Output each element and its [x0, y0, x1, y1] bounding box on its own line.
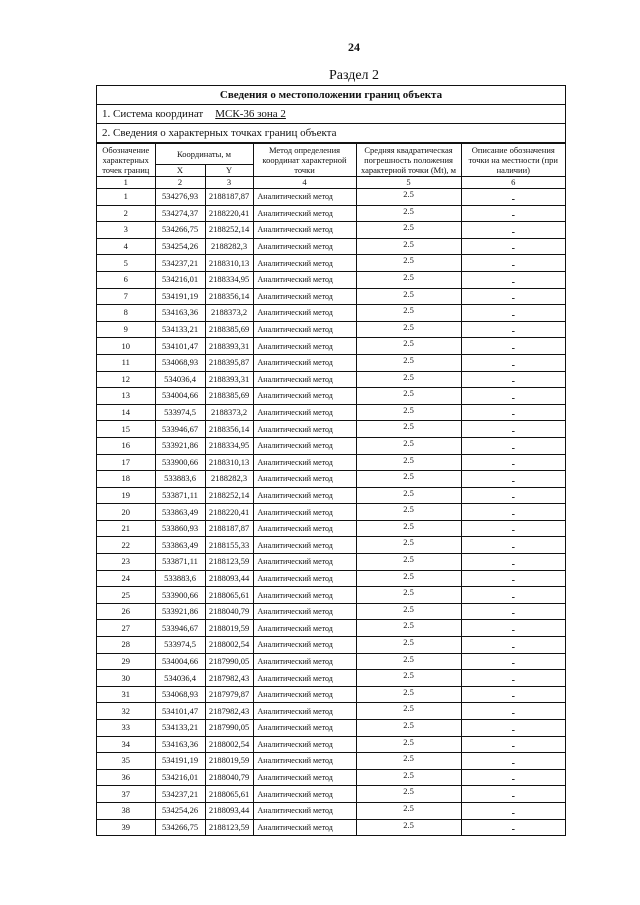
method-cell: Аналитический метод — [253, 686, 356, 703]
method-cell: Аналитический метод — [253, 720, 356, 737]
description-cell: - — [461, 205, 565, 222]
accuracy-cell: 2.5 — [356, 537, 461, 554]
description-cell: - — [461, 736, 565, 753]
coordinate-x: 534163,36 — [155, 305, 205, 322]
method-cell: Аналитический метод — [253, 603, 356, 620]
table-row — [97, 736, 565, 753]
coordinate-x: 534191,19 — [155, 288, 205, 305]
description-cell: - — [461, 238, 565, 255]
description-cell: - — [461, 222, 565, 239]
table-row — [97, 603, 565, 620]
coordinate-x: 534133,21 — [155, 720, 205, 737]
point-number: 32 — [97, 703, 155, 720]
description-cell: - — [461, 570, 565, 587]
description-cell: - — [461, 554, 565, 571]
coordinate-y: 2188356,14 — [205, 288, 253, 305]
point-number: 8 — [97, 305, 155, 322]
accuracy-cell: 2.5 — [356, 205, 461, 222]
coordinate-y: 2188187,87 — [205, 189, 253, 206]
accuracy-cell: 2.5 — [356, 736, 461, 753]
description-cell: - — [461, 388, 565, 405]
accuracy-cell: 2.5 — [356, 487, 461, 504]
method-cell: Аналитический метод — [253, 570, 356, 587]
accuracy-cell: 2.5 — [356, 371, 461, 388]
coordinate-y: 2188155,33 — [205, 537, 253, 554]
point-number: 13 — [97, 388, 155, 405]
method-cell: Аналитический метод — [253, 338, 356, 355]
coordinate-y: 2187982,43 — [205, 703, 253, 720]
coordinate-x: 534163,36 — [155, 736, 205, 753]
accuracy-cell: 2.5 — [356, 554, 461, 571]
coordinate-x: 533900,66 — [155, 454, 205, 471]
accuracy-cell: 2.5 — [356, 222, 461, 239]
table-row — [97, 271, 565, 288]
coordinate-y: 2188373,2 — [205, 305, 253, 322]
coordinate-x: 533883,6 — [155, 570, 205, 587]
point-number: 16 — [97, 437, 155, 454]
description-cell: - — [461, 487, 565, 504]
method-cell: Аналитический метод — [253, 520, 356, 537]
column-number: 6 — [461, 177, 565, 189]
table-row — [97, 222, 565, 239]
column-number: 4 — [253, 177, 356, 189]
method-cell: Аналитический метод — [253, 388, 356, 405]
method-cell: Аналитический метод — [253, 504, 356, 521]
method-cell: Аналитический метод — [253, 437, 356, 454]
coordinate-x: 533921,86 — [155, 437, 205, 454]
coordinate-x: 534216,01 — [155, 271, 205, 288]
description-cell: - — [461, 271, 565, 288]
description-cell: - — [461, 686, 565, 703]
description-cell: - — [461, 753, 565, 770]
coordinate-x: 534216,01 — [155, 769, 205, 786]
coordinate-x: 533900,66 — [155, 587, 205, 604]
description-cell: - — [461, 288, 565, 305]
accuracy-cell: 2.5 — [356, 454, 461, 471]
description-cell: - — [461, 587, 565, 604]
description-cell: - — [461, 720, 565, 737]
coordinate-x: 534254,26 — [155, 802, 205, 819]
coordinate-y: 2188310,13 — [205, 454, 253, 471]
point-number: 3 — [97, 222, 155, 239]
coordinate-y: 2188395,87 — [205, 354, 253, 371]
description-cell: - — [461, 819, 565, 836]
point-number: 21 — [97, 520, 155, 537]
description-cell: - — [461, 321, 565, 338]
coordinate-x: 534101,47 — [155, 338, 205, 355]
description-cell: - — [461, 437, 565, 454]
accuracy-cell: 2.5 — [356, 753, 461, 770]
header-x: X — [155, 165, 205, 177]
coordinate-y: 2188065,61 — [205, 786, 253, 803]
coordinate-y: 2188002,54 — [205, 637, 253, 654]
coordinate-y: 2188310,13 — [205, 255, 253, 272]
method-cell: Аналитический метод — [253, 819, 356, 836]
coordinate-x: 533946,67 — [155, 620, 205, 637]
point-number: 22 — [97, 537, 155, 554]
coordinate-y: 2188019,59 — [205, 753, 253, 770]
coordinate-y: 2188282,3 — [205, 471, 253, 488]
point-number: 2 — [97, 205, 155, 222]
coordinate-x: 534036,4 — [155, 371, 205, 388]
accuracy-cell: 2.5 — [356, 603, 461, 620]
accuracy-cell: 2.5 — [356, 520, 461, 537]
table-row — [97, 338, 565, 355]
coordinate-y: 2188220,41 — [205, 205, 253, 222]
point-number: 26 — [97, 603, 155, 620]
accuracy-cell: 2.5 — [356, 802, 461, 819]
coordinate-y: 2188123,59 — [205, 554, 253, 571]
column-number: 1 — [97, 177, 155, 189]
description-cell: - — [461, 371, 565, 388]
accuracy-cell: 2.5 — [356, 271, 461, 288]
point-number: 15 — [97, 421, 155, 438]
method-cell: Аналитический метод — [253, 537, 356, 554]
header-method: Метод определения координат характерной точки — [253, 144, 356, 177]
coordinate-x: 533871,11 — [155, 487, 205, 504]
points-section-label: 2. Сведения о характерных точках границ объекта — [97, 124, 565, 143]
method-cell: Аналитический метод — [253, 354, 356, 371]
coordinate-y: 2187982,43 — [205, 670, 253, 687]
table-row — [97, 189, 565, 206]
column-number-row — [97, 177, 565, 189]
method-cell: Аналитический метод — [253, 554, 356, 571]
accuracy-cell: 2.5 — [356, 670, 461, 687]
accuracy-cell: 2.5 — [356, 305, 461, 322]
point-number: 1 — [97, 189, 155, 206]
coordinate-y: 2188040,79 — [205, 769, 253, 786]
table-row — [97, 686, 565, 703]
description-cell: - — [461, 603, 565, 620]
description-cell: - — [461, 454, 565, 471]
point-number: 29 — [97, 653, 155, 670]
accuracy-cell: 2.5 — [356, 388, 461, 405]
points-table-body — [97, 189, 565, 836]
coordinate-y: 2188282,3 — [205, 238, 253, 255]
description-cell: - — [461, 537, 565, 554]
table-row — [97, 504, 565, 521]
point-number: 4 — [97, 238, 155, 255]
coordinate-y: 2188373,2 — [205, 404, 253, 421]
method-cell: Аналитический метод — [253, 255, 356, 272]
description-cell: - — [461, 520, 565, 537]
method-cell: Аналитический метод — [253, 670, 356, 687]
accuracy-cell: 2.5 — [356, 720, 461, 737]
method-cell: Аналитический метод — [253, 786, 356, 803]
coordinate-y: 2187990,05 — [205, 653, 253, 670]
point-number: 14 — [97, 404, 155, 421]
table-row — [97, 670, 565, 687]
boundary-table-frame — [96, 85, 566, 836]
coordinate-x: 534004,66 — [155, 653, 205, 670]
description-cell: - — [461, 620, 565, 637]
coordinate-x: 533946,67 — [155, 421, 205, 438]
table-row — [97, 653, 565, 670]
point-number: 9 — [97, 321, 155, 338]
coordinate-x: 533974,5 — [155, 637, 205, 654]
point-number: 25 — [97, 587, 155, 604]
point-number: 17 — [97, 454, 155, 471]
coordinate-y: 2188252,14 — [205, 222, 253, 239]
coordinate-x: 534133,21 — [155, 321, 205, 338]
method-cell: Аналитический метод — [253, 769, 356, 786]
table-row — [97, 388, 565, 405]
coordinate-x: 534036,4 — [155, 670, 205, 687]
coordinate-y: 2188019,59 — [205, 620, 253, 637]
table-row — [97, 238, 565, 255]
table-row — [97, 769, 565, 786]
table-row — [97, 437, 565, 454]
coordinate-y: 2188093,44 — [205, 570, 253, 587]
points-table-header — [97, 144, 565, 189]
points-table — [97, 143, 565, 836]
coordinate-x: 534101,47 — [155, 703, 205, 720]
point-number: 23 — [97, 554, 155, 571]
description-cell: - — [461, 305, 565, 322]
table-row — [97, 703, 565, 720]
accuracy-cell: 2.5 — [356, 637, 461, 654]
coordinate-x: 534068,93 — [155, 686, 205, 703]
point-number: 6 — [97, 271, 155, 288]
accuracy-cell: 2.5 — [356, 587, 461, 604]
point-number: 39 — [97, 819, 155, 836]
column-number: 5 — [356, 177, 461, 189]
accuracy-cell: 2.5 — [356, 819, 461, 836]
method-cell: Аналитический метод — [253, 454, 356, 471]
header-accuracy: Средняя квадратическая погрешность положения характерной точки (Mt), м — [356, 144, 461, 177]
point-number: 36 — [97, 769, 155, 786]
table-row — [97, 205, 565, 222]
coordinate-x: 533871,11 — [155, 554, 205, 571]
coordinate-y: 2188065,61 — [205, 587, 253, 604]
method-cell: Аналитический метод — [253, 305, 356, 322]
method-cell: Аналитический метод — [253, 421, 356, 438]
table-row — [97, 471, 565, 488]
description-cell: - — [461, 670, 565, 687]
coordinate-x: 534237,21 — [155, 786, 205, 803]
table-row — [97, 620, 565, 637]
description-cell: - — [461, 255, 565, 272]
method-cell: Аналитический метод — [253, 703, 356, 720]
coordinate-system-value: МСК-36 зона 2 — [215, 108, 286, 120]
coordinate-y: 2188334,95 — [205, 271, 253, 288]
accuracy-cell: 2.5 — [356, 404, 461, 421]
point-number: 35 — [97, 753, 155, 770]
coordinate-x: 534254,26 — [155, 238, 205, 255]
accuracy-cell: 2.5 — [356, 255, 461, 272]
accuracy-cell: 2.5 — [356, 620, 461, 637]
accuracy-cell: 2.5 — [356, 686, 461, 703]
method-cell: Аналитический метод — [253, 321, 356, 338]
point-number: 33 — [97, 720, 155, 737]
point-number: 31 — [97, 686, 155, 703]
table-row — [97, 288, 565, 305]
accuracy-cell: 2.5 — [356, 570, 461, 587]
description-cell: - — [461, 404, 565, 421]
coordinate-y: 2187990,05 — [205, 720, 253, 737]
accuracy-cell: 2.5 — [356, 769, 461, 786]
accuracy-cell: 2.5 — [356, 703, 461, 720]
accuracy-cell: 2.5 — [356, 504, 461, 521]
table-row — [97, 354, 565, 371]
accuracy-cell: 2.5 — [356, 653, 461, 670]
header-description: Описание обозначения точки на местности (при наличии) — [461, 144, 565, 177]
coordinate-x: 533974,5 — [155, 404, 205, 421]
table-row — [97, 720, 565, 737]
point-number: 7 — [97, 288, 155, 305]
coordinate-y: 2187979,87 — [205, 686, 253, 703]
coordinate-x: 534276,93 — [155, 189, 205, 206]
table-main-title: Сведения о местоположении границ объекта — [97, 86, 565, 105]
accuracy-cell: 2.5 — [356, 288, 461, 305]
page-number: 24 — [348, 40, 360, 54]
point-number: 18 — [97, 471, 155, 488]
method-cell: Аналитический метод — [253, 238, 356, 255]
method-cell: Аналитический метод — [253, 471, 356, 488]
method-cell: Аналитический метод — [253, 753, 356, 770]
coordinate-x: 533863,49 — [155, 504, 205, 521]
accuracy-cell: 2.5 — [356, 354, 461, 371]
coordinate-x: 534068,93 — [155, 354, 205, 371]
section-title: Раздел 2 — [328, 68, 380, 83]
point-number: 5 — [97, 255, 155, 272]
description-cell: - — [461, 769, 565, 786]
coordinate-x: 534004,66 — [155, 388, 205, 405]
point-number: 10 — [97, 338, 155, 355]
point-number: 11 — [97, 354, 155, 371]
header-coordinates: Координаты, м — [155, 144, 253, 165]
coordinate-y: 2188356,14 — [205, 421, 253, 438]
coordinate-y: 2188334,95 — [205, 437, 253, 454]
accuracy-cell: 2.5 — [356, 338, 461, 355]
accuracy-cell: 2.5 — [356, 471, 461, 488]
coordinate-y: 2188393,31 — [205, 338, 253, 355]
coordinate-x: 534266,75 — [155, 222, 205, 239]
table-row — [97, 637, 565, 654]
accuracy-cell: 2.5 — [356, 189, 461, 206]
coordinate-x: 533883,6 — [155, 471, 205, 488]
coordinate-y: 2188252,14 — [205, 487, 253, 504]
description-cell: - — [461, 802, 565, 819]
accuracy-cell: 2.5 — [356, 421, 461, 438]
table-row — [97, 404, 565, 421]
description-cell: - — [461, 637, 565, 654]
description-cell: - — [461, 471, 565, 488]
method-cell: Аналитический метод — [253, 205, 356, 222]
coordinate-system-row — [97, 105, 565, 124]
table-row — [97, 570, 565, 587]
point-number: 30 — [97, 670, 155, 687]
point-number: 19 — [97, 487, 155, 504]
point-number: 12 — [97, 371, 155, 388]
table-row — [97, 371, 565, 388]
point-number: 24 — [97, 570, 155, 587]
method-cell: Аналитический метод — [253, 371, 356, 388]
accuracy-cell: 2.5 — [356, 786, 461, 803]
description-cell: - — [461, 786, 565, 803]
method-cell: Аналитический метод — [253, 288, 356, 305]
point-number: 37 — [97, 786, 155, 803]
coordinate-x: 534191,19 — [155, 753, 205, 770]
method-cell: Аналитический метод — [253, 736, 356, 753]
method-cell: Аналитический метод — [253, 487, 356, 504]
method-cell: Аналитический метод — [253, 587, 356, 604]
coordinate-y: 2188385,69 — [205, 388, 253, 405]
table-row — [97, 537, 565, 554]
coordinate-y: 2188220,41 — [205, 504, 253, 521]
point-number: 34 — [97, 736, 155, 753]
method-cell: Аналитический метод — [253, 653, 356, 670]
description-cell: - — [461, 421, 565, 438]
column-number: 3 — [205, 177, 253, 189]
coordinate-x: 534274,37 — [155, 205, 205, 222]
table-row — [97, 753, 565, 770]
coordinate-y: 2188093,44 — [205, 802, 253, 819]
point-number: 20 — [97, 504, 155, 521]
table-row — [97, 819, 565, 836]
table-row — [97, 421, 565, 438]
table-row — [97, 255, 565, 272]
header-designation: Обозначение характерных точек границ — [97, 144, 155, 177]
coordinate-y: 2188393,31 — [205, 371, 253, 388]
coordinate-system-label: 1. Система координат — [102, 108, 204, 120]
method-cell: Аналитический метод — [253, 620, 356, 637]
coordinate-y: 2188040,79 — [205, 603, 253, 620]
coordinate-y: 2188187,87 — [205, 520, 253, 537]
table-row — [97, 520, 565, 537]
description-cell: - — [461, 703, 565, 720]
table-row — [97, 321, 565, 338]
table-row — [97, 802, 565, 819]
method-cell: Аналитический метод — [253, 222, 356, 239]
header-y: Y — [205, 165, 253, 177]
accuracy-cell: 2.5 — [356, 437, 461, 454]
point-number: 38 — [97, 802, 155, 819]
method-cell: Аналитический метод — [253, 271, 356, 288]
column-number: 2 — [155, 177, 205, 189]
coordinate-x: 533860,93 — [155, 520, 205, 537]
accuracy-cell: 2.5 — [356, 321, 461, 338]
coordinate-x: 533921,86 — [155, 603, 205, 620]
description-cell: - — [461, 189, 565, 206]
coordinate-x: 533863,49 — [155, 537, 205, 554]
description-cell: - — [461, 354, 565, 371]
coordinate-y: 2188385,69 — [205, 321, 253, 338]
accuracy-cell: 2.5 — [356, 238, 461, 255]
point-number: 28 — [97, 637, 155, 654]
table-row — [97, 487, 565, 504]
description-cell: - — [461, 338, 565, 355]
table-row — [97, 305, 565, 322]
table-row — [97, 786, 565, 803]
method-cell: Аналитический метод — [253, 404, 356, 421]
method-cell: Аналитический метод — [253, 189, 356, 206]
method-cell: Аналитический метод — [253, 802, 356, 819]
method-cell: Аналитический метод — [253, 637, 356, 654]
coordinate-y: 2188002,54 — [205, 736, 253, 753]
description-cell: - — [461, 653, 565, 670]
table-row — [97, 554, 565, 571]
table-row — [97, 587, 565, 604]
point-number: 27 — [97, 620, 155, 637]
coordinate-x: 534237,21 — [155, 255, 205, 272]
coordinate-y: 2188123,59 — [205, 819, 253, 836]
table-row — [97, 454, 565, 471]
description-cell: - — [461, 504, 565, 521]
coordinate-x: 534266,75 — [155, 819, 205, 836]
